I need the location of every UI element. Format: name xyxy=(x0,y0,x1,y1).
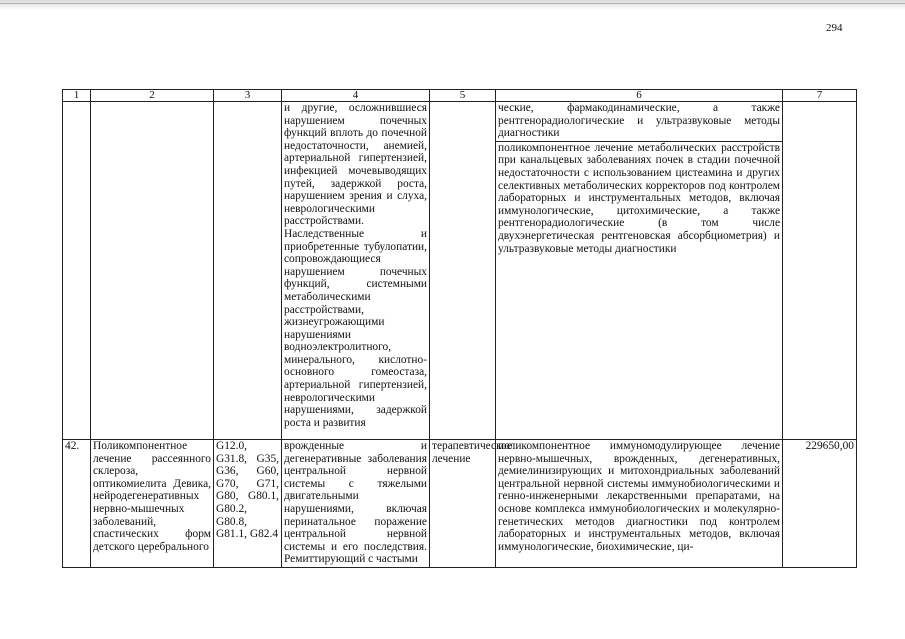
cont-method-text-1: ческие, фармакодинамические, а также рентгенорадиологические и ультразвуковые методы диагностики xyxy=(498,102,780,140)
row-treatment-type: терапевтическое лечение xyxy=(430,440,496,568)
page-number: 294 xyxy=(826,22,843,34)
scan-shadow xyxy=(0,0,905,10)
row-price: 229650,00 xyxy=(783,440,857,568)
cont-cell-7 xyxy=(783,102,857,440)
header-row xyxy=(63,90,857,102)
row-icd-codes: G12.0, G31.8, G35, G36, G60, G70, G71, G80, G80.1, G80.2, G80.8, G81.1, G82.4 xyxy=(214,440,282,568)
cont-cell-2 xyxy=(91,102,214,440)
header-cell-1: 1 xyxy=(63,90,91,102)
scan-edge-line xyxy=(0,3,905,4)
header-cell-4: 4 xyxy=(282,90,430,102)
table-row-42 xyxy=(63,440,857,568)
cont-cell-5 xyxy=(430,102,496,440)
header-cell-2: 2 xyxy=(91,90,214,102)
row-patient-model: врожденные и дегенеративные заболевания центральной нервной системы с тяжелыми двигательными нарушениями, включая перинатальное поражение центральной нервной системы и его последствия. Ремиттирующий с частыми xyxy=(282,440,430,568)
row-treatment-method: поликомпонентное иммуномодулирующее лечение нервно-мышечных, врожденных, дегенеративных, демиелинизирующих и митохондриальных заболеваний центральной нервной системы иммунобиологическими и генно-инженерными лекарственными препаратами, на основе комплекса иммунобиологических и молекулярно-генетических методов диагностики под контролем лабораторных и инструментальных методов, включая иммунологические, биохимические, ци- xyxy=(496,440,783,568)
row-name: Поликомпонентное лечение рассеянного склероза, оптикомиелита Девика, нейродегенеративных нервно-мышечных заболеваний, спастических форм детского церебрального xyxy=(91,440,214,568)
header-cell-7: 7 xyxy=(783,90,857,102)
header-cell-5: 5 xyxy=(430,90,496,102)
header-cell-6: 6 xyxy=(496,90,783,102)
table-row-continuation xyxy=(63,102,857,440)
cont-cell-3 xyxy=(214,102,282,440)
header-cell-3: 3 xyxy=(214,90,282,102)
row-number: 42. xyxy=(63,440,91,568)
cont-method-text-2: поликомпонентное лечение метаболических расстройств при канальцевых заболеваниях почек в стадии почечной недостаточности с использованием цистеамина и других селективных метаболических корректоров под контролем лабораторных и инструментальных методов, включая иммунологические, цитохимические, а также рентгенорадиологические (в том числе двухэнергетическая рентгеновская абсорбциометрия) и ультразвуковые методы диагностики xyxy=(498,141,780,255)
cont-model-cell: и другие, осложнившиеся нарушением почечных функций вплоть до почечной недостаточности, анемией, артериальной гипертензией, инфекцией мочевыводящих путей, задержкой роста, нарушением зрения и слуха, неврологическими расстройствами. Наследственные и приобретенные тубулопатии, сопровождающиеся нарушением почечных функций, системными метаболическими расстройствами, жизнеугрожающими нарушениями водноэлектролитного, минерального, кислотно-основного гомеостаза, артериальной гипертензией, неврологическими нарушениями, задержкой роста и развития xyxy=(282,102,430,440)
cont-cell-1 xyxy=(63,102,91,440)
cont-method-cell xyxy=(496,102,783,440)
services-table xyxy=(62,89,857,568)
